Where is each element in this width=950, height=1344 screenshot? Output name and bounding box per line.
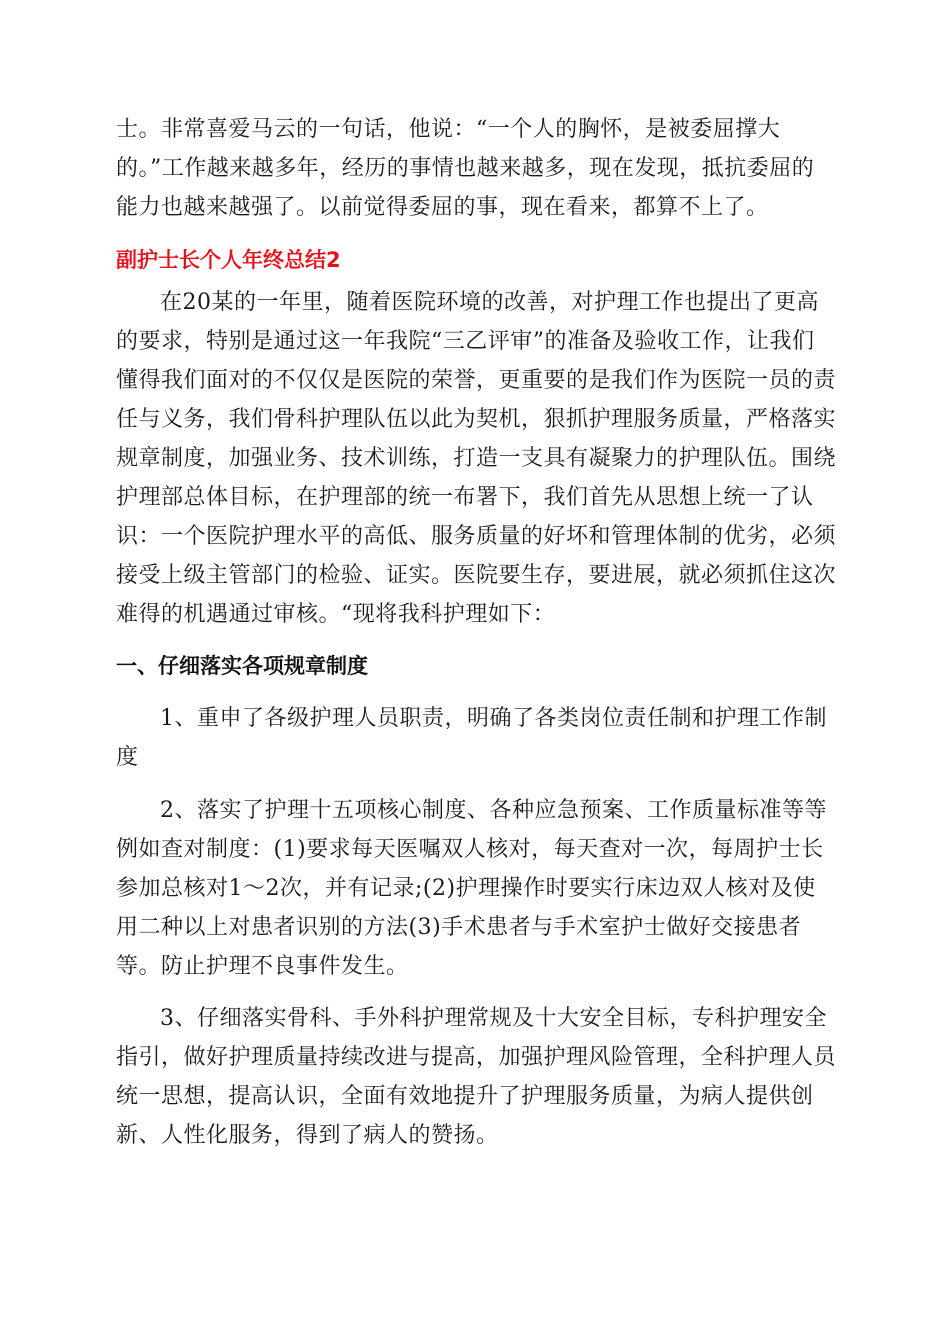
item-3-line-4: 新、人性化服务，得到了病人的赞扬。 — [116, 1123, 499, 1148]
item-2-line-5: 等。防止护理不良事件发生。 — [116, 954, 409, 979]
item-2-line-2: 例如查对制度：(1)要求每天医嘱双人核对，每天查对一次，每周护士长 — [116, 837, 824, 862]
intro-line-1: 士。非常喜爱马云的一句话，他说：“一个人的胸怀，是被委屈撑大 — [116, 117, 781, 142]
item-3-line-1: 3、仔细落实骨科、手外科护理常规及十大安全目标，专科护理安全 — [160, 1006, 827, 1031]
main-line-9: 难得的机遇通过审核。“现将我科护理如下： — [116, 602, 556, 627]
main-line-2: 的要求，特别是通过这一年我院“三乙评审”的准备及验收工作，让我们 — [116, 329, 815, 354]
main-line-6: 护理部总体目标，在护理部的统一布署下，我们首先从思想上统一了认 — [116, 485, 814, 510]
item-2-line-1: 2、落实了护理十五项核心制度、各种应急预案、工作质量标准等等 — [160, 798, 827, 823]
item-1-line-2: 度 — [116, 745, 139, 770]
main-line-4: 任与义务，我们骨科护理队伍以此为契机，狠抓护理服务质量，严格落实 — [116, 407, 837, 432]
item-3-line-2: 指引，做好护理质量持续改进与提高，加强护理风险管理，全科护理人员 — [116, 1045, 837, 1070]
intro-line-2: 的。”工作越来越多年，经历的事情也越来越多，现在发现，抵抗委屈的 — [116, 156, 815, 181]
item-2-line-4: 用二种以上对患者识别的方法(3)手术患者与手术室护士做好交接患者 — [116, 915, 802, 940]
item-1-line-1: 1、重申了各级护理人员职责，明确了各类岗位责任制和护理工作制 — [160, 706, 827, 731]
intro-line-3: 能力也越来越强了。以前觉得委屈的事，现在看来，都算不上了。 — [116, 195, 769, 220]
item-3-line-3: 统一思想，提高认识，全面有效地提升了护理服务质量，为病人提供创 — [116, 1084, 814, 1109]
section-title: 副护士长个人年终总结2 — [116, 248, 341, 272]
main-line-8: 接受上级主管部门的检验、证实。医院要生存，要进展，就必须抓住这次 — [116, 563, 837, 588]
main-line-7: 识：一个医院护理水平的高低、服务质量的好坏和管理体制的优劣，必须 — [116, 524, 837, 549]
main-line-5: 规章制度，加强业务、技术训练，打造一支具有凝聚力的护理队伍。围绕 — [116, 446, 837, 471]
subheading-1: 一、仔细落实各项规章制度 — [116, 654, 368, 678]
main-line-3: 懂得我们面对的不仅仅是医院的荣誉，更重要的是我们作为医院一员的责 — [116, 368, 837, 393]
item-2-line-3: 参加总核对1～2次，并有记录;(2)护理操作时要实行床边双人核对及使 — [116, 876, 816, 901]
main-line-1: 在20某的一年里，随着医院环境的改善，对护理工作也提出了更高 — [160, 290, 819, 315]
